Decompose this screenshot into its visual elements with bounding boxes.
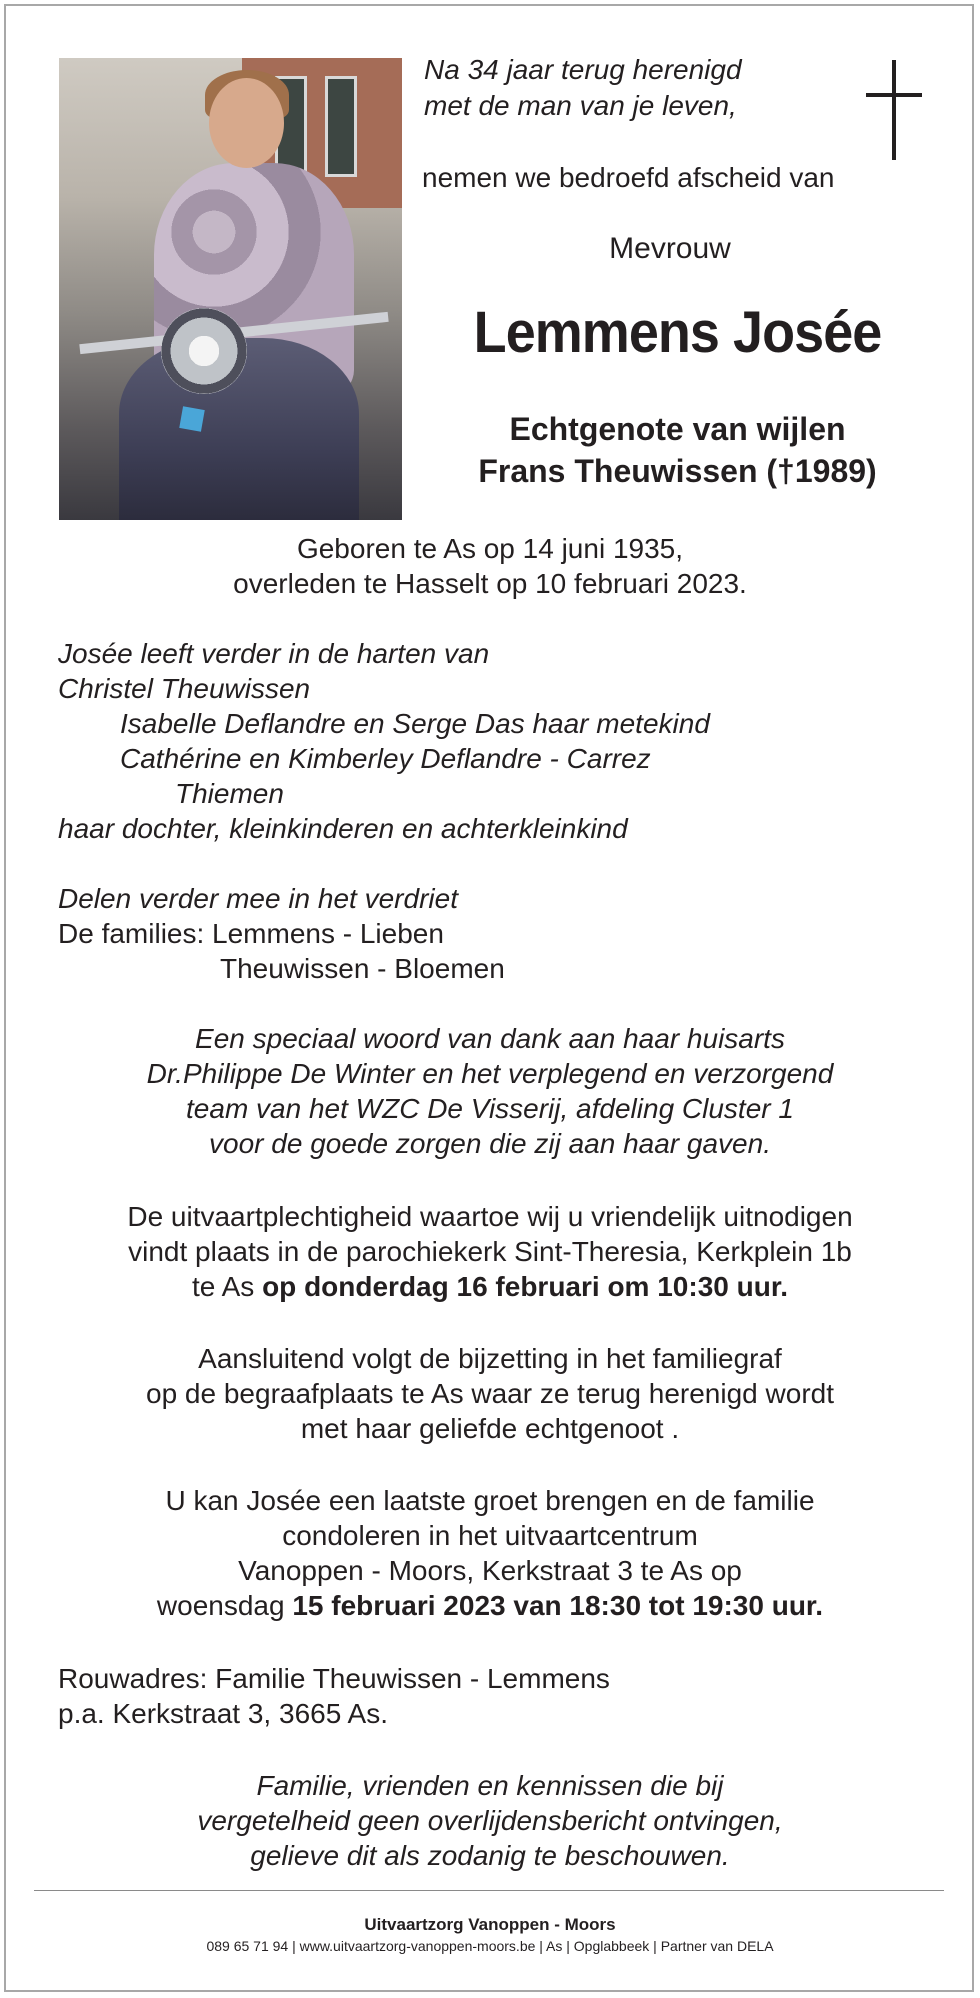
- mourners-intro: Delen verder mee in het verdriet: [58, 883, 458, 914]
- ceremony-line-1: De uitvaartplechtigheid waartoe wij u vriendelijk uitnodigen: [127, 1201, 853, 1232]
- visitation-line-3: Vanoppen - Moors, Kerkstraat 3 te As op: [238, 1555, 742, 1586]
- spouse-line-2: Frans Theuwissen (†1989): [478, 453, 877, 489]
- death-line: overleden te Hasselt op 10 februari 2023.: [233, 568, 747, 599]
- address-line-1: Rouwadres: Familie Theuwissen - Lemmens: [58, 1663, 610, 1694]
- visitation-line-4: [0, 1592, 980, 1620]
- family-intro: Josée leeft verder in de harten van: [58, 638, 490, 669]
- burial-line-2: op de begraafplaats te As waar ze terug herenigd wordt: [146, 1378, 834, 1409]
- ceremony-datetime: op donderdag 16 februari om 10:30 uur.: [262, 1271, 788, 1302]
- address-line-2: p.a. Kerkstraat 3, 3665 As.: [58, 1698, 388, 1729]
- portrait-photo: [59, 58, 402, 520]
- thanks-line-4: voor de goede zorgen die zij aan haar gaven.: [209, 1128, 771, 1159]
- mourners-line-2: Theuwissen - Bloemen: [220, 953, 505, 984]
- salutation: Mevrouw: [609, 232, 731, 265]
- closing-line-2: vergetelheid geen overlijdensbericht ontvingen,: [197, 1805, 783, 1836]
- family-great-grandchild: Thiemen: [175, 778, 284, 809]
- closing-line-3: gelieve dit als zodanig te beschouwen.: [250, 1840, 730, 1871]
- ceremony-line-3: [0, 1273, 980, 1301]
- footer-contact: 089 65 71 94 | www.uitvaartzorg-vanoppen-moors.be | As | Opglabbeek | Partner van DELA: [206, 1938, 774, 1954]
- visitation-line-2: condoleren in het uitvaartcentrum: [282, 1520, 698, 1551]
- spouse-line-1: Echtgenote van wijlen: [509, 411, 846, 447]
- family-summary: haar dochter, kleinkinderen en achterkleinkind: [58, 813, 628, 844]
- ceremony-prefix: te As: [192, 1271, 263, 1302]
- burial-line-1: Aansluitend volgt de bijzetting in het familiegraf: [198, 1343, 782, 1374]
- visitation-datetime: 15 februari 2023 van 18:30 tot 19:30 uur.: [292, 1590, 824, 1621]
- visitation-line-1: U kan Josée een laatste groet brengen en de familie: [165, 1485, 815, 1516]
- thanks-line-1: Een speciaal woord van dank aan haar huisarts: [195, 1023, 785, 1054]
- deceased-name: Lemmens Josée: [473, 300, 882, 365]
- mourners-line-1: De families: Lemmens - Lieben: [58, 918, 444, 949]
- ceremony-line-2: vindt plaats in de parochiekerk Sint-Theresia, Kerkplein 1b: [128, 1236, 852, 1267]
- family-grandchild-2: Cathérine en Kimberley Deflandre - Carrez: [120, 743, 651, 774]
- family-grandchild-1: Isabelle Deflandre en Serge Das haar metekind: [120, 708, 710, 739]
- cross-icon: [866, 60, 922, 160]
- burial-line-3: met haar geliefde echtgenoot .: [300, 1413, 680, 1444]
- family-daughter: Christel Theuwissen: [58, 673, 311, 704]
- intro-line-1: Na 34 jaar terug herenigd: [424, 54, 742, 85]
- footer-divider: [34, 1890, 944, 1891]
- footer-company: Uitvaartzorg Vanoppen - Moors: [364, 1915, 616, 1934]
- thanks-line-2: Dr.Philippe De Winter en het verplegend en verzorgend: [146, 1058, 834, 1089]
- birth-line: Geboren te As op 14 juni 1935,: [296, 533, 684, 564]
- visitation-prefix: woensdag: [156, 1590, 293, 1621]
- intro-line-2: met de man van je leven,: [424, 90, 737, 121]
- intro-line-3: nemen we bedroefd afscheid van: [422, 162, 835, 193]
- closing-line-1: Familie, vrienden en kennissen die bij: [256, 1770, 724, 1801]
- thanks-line-3: team van het WZC De Visserij, afdeling Cluster 1: [186, 1093, 794, 1124]
